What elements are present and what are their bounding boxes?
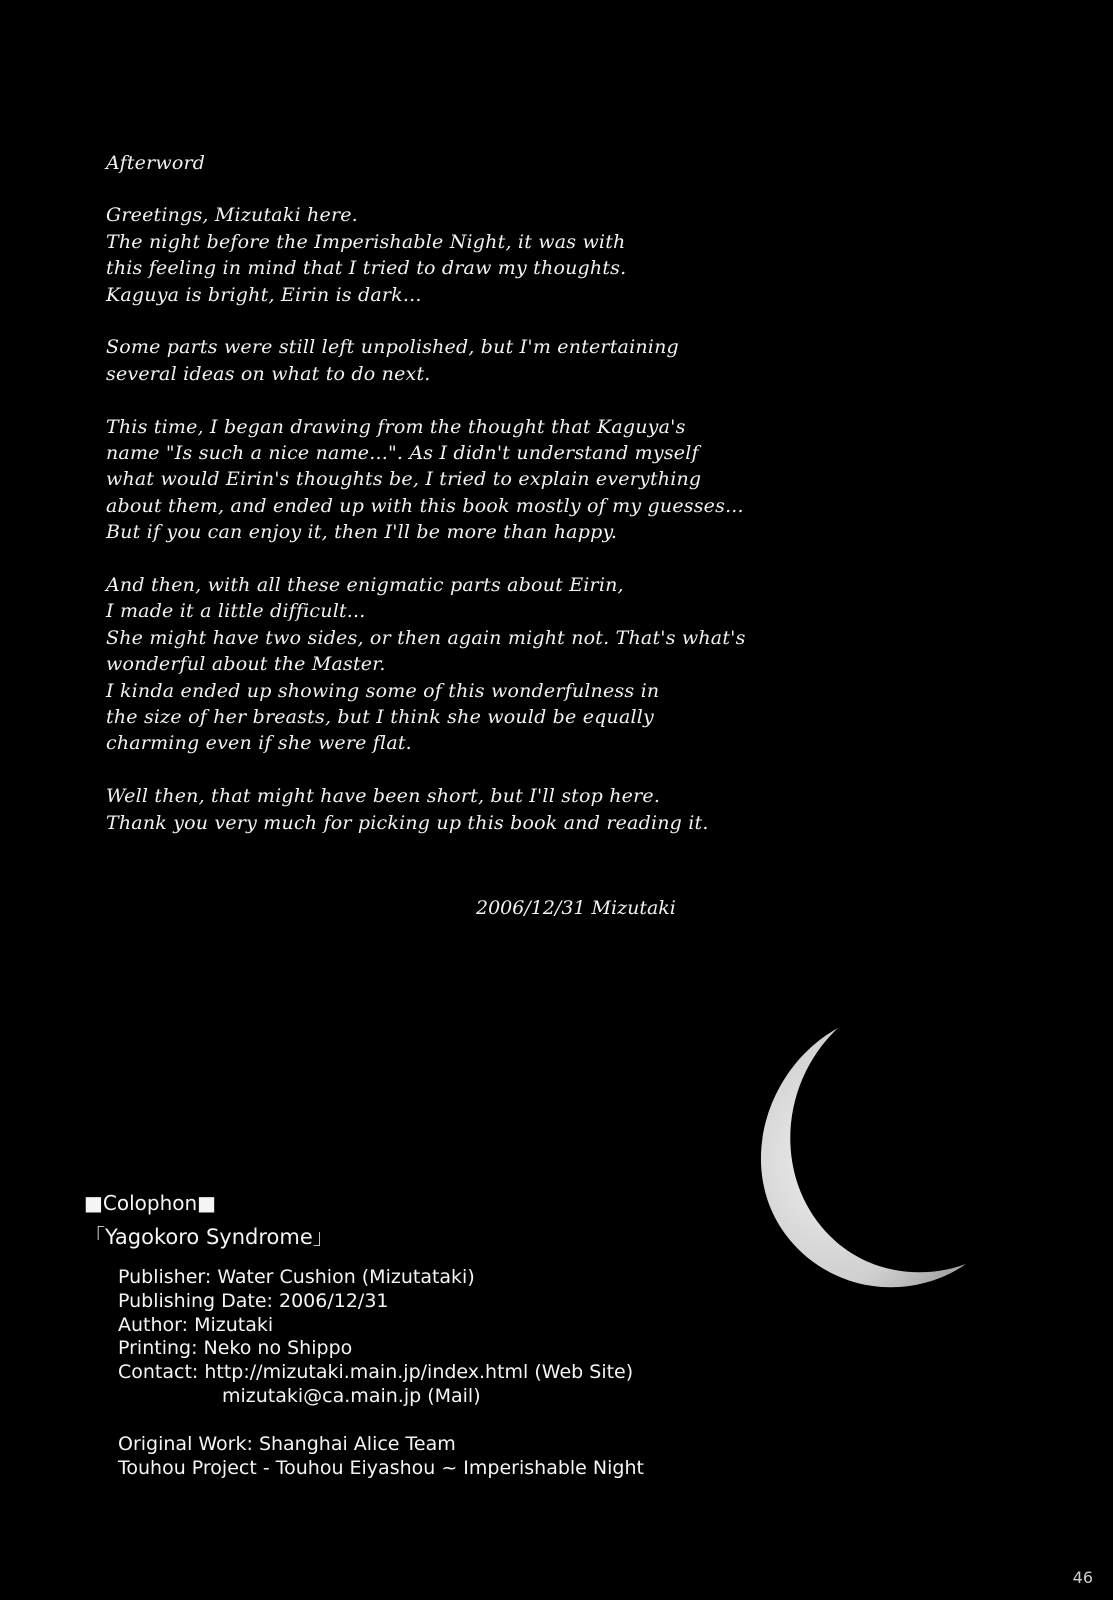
- credit-contact-mail: mizutaki@ca.main.jp (Mail): [222, 1384, 481, 1407]
- credit-author: Author: Mizutaki: [118, 1313, 274, 1336]
- credit-project: Touhou Project - Touhou Eiyashou ~ Imperishable Night: [118, 1456, 644, 1479]
- credits-spacer: [118, 1409, 644, 1433]
- afterword-line: This time, I began drawing from the thought that Kaguya's: [106, 415, 686, 438]
- afterword-paragraph: [106, 572, 786, 757]
- afterword-title: Afterword: [106, 152, 206, 174]
- afterword-paragraph: [106, 414, 786, 546]
- afterword-line: The night before the Imperishable Night, it was with: [106, 230, 626, 253]
- credit-printing: Printing: Neko no Shippo: [118, 1337, 353, 1360]
- afterword-line: Thank you very much for picking up this book and reading it.: [106, 811, 709, 834]
- credit-publishing-date: Publishing Date: 2006/12/31: [118, 1289, 389, 1312]
- afterword-paragraph: [106, 334, 786, 387]
- crescent-moon-shape: [761, 1028, 966, 1287]
- afterword-line: But if you can enjoy it, then I'll be more than happy.: [106, 521, 618, 544]
- afterword-line: wonderful about the Master.: [106, 653, 386, 676]
- afterword-signature: 2006/12/31 Mizutaki: [476, 897, 676, 919]
- afterword-line: about them, and ended up with this book mostly of my guesses...: [106, 494, 744, 517]
- afterword-line: She might have two sides, or then again might not. That's what's: [106, 626, 746, 649]
- afterword-line: charming even if she were flat.: [106, 732, 412, 755]
- afterword-line: Well then, that might have been short, but I'll stop here.: [106, 785, 661, 808]
- page-number: 46: [1072, 1568, 1093, 1587]
- afterword-line: I kinda ended up showing some of this wonderfulness in: [106, 679, 660, 702]
- colophon-section: [84, 1191, 644, 1480]
- afterword-line: I made it a little difficult...: [106, 600, 366, 623]
- afterword-line: Kaguya is bright, Eirin is dark...: [106, 283, 422, 306]
- afterword-paragraph: [106, 202, 786, 308]
- afterword-line: this feeling in mind that I tried to draw my thoughts.: [106, 257, 627, 280]
- afterword-line: Some parts were still left unpolished, but I'm entertaining: [106, 336, 679, 359]
- afterword-line: And then, with all these enigmatic parts about Eirin,: [106, 574, 624, 597]
- afterword-line: Greetings, Mizutaki here.: [106, 204, 358, 227]
- crescent-moon-illustration: [748, 1022, 978, 1292]
- credit-publisher: Publisher: Water Cushion (Mizutataki): [118, 1266, 475, 1288]
- colophon-heading: ■Colophon■: [84, 1191, 217, 1215]
- afterword-line: the size of her breasts, but I think she would be equally: [106, 706, 654, 729]
- credit-contact-website: Contact: http://mizutaki.main.jp/index.html (Web Site): [118, 1361, 634, 1384]
- book-title: 「Yagokoro Syndrome」: [84, 1225, 334, 1249]
- afterword-section: [106, 150, 786, 862]
- colophon-credits: [118, 1266, 644, 1480]
- afterword-paragraph: [106, 783, 786, 836]
- afterword-line: several ideas on what to do next.: [106, 362, 431, 385]
- credit-original-work: Original Work: Shanghai Alice Team: [118, 1432, 456, 1455]
- afterword-line: name "Is such a nice name...". As I didn't understand myself: [106, 442, 699, 465]
- afterword-line: what would Eirin's thoughts be, I tried to explain everything: [106, 468, 702, 491]
